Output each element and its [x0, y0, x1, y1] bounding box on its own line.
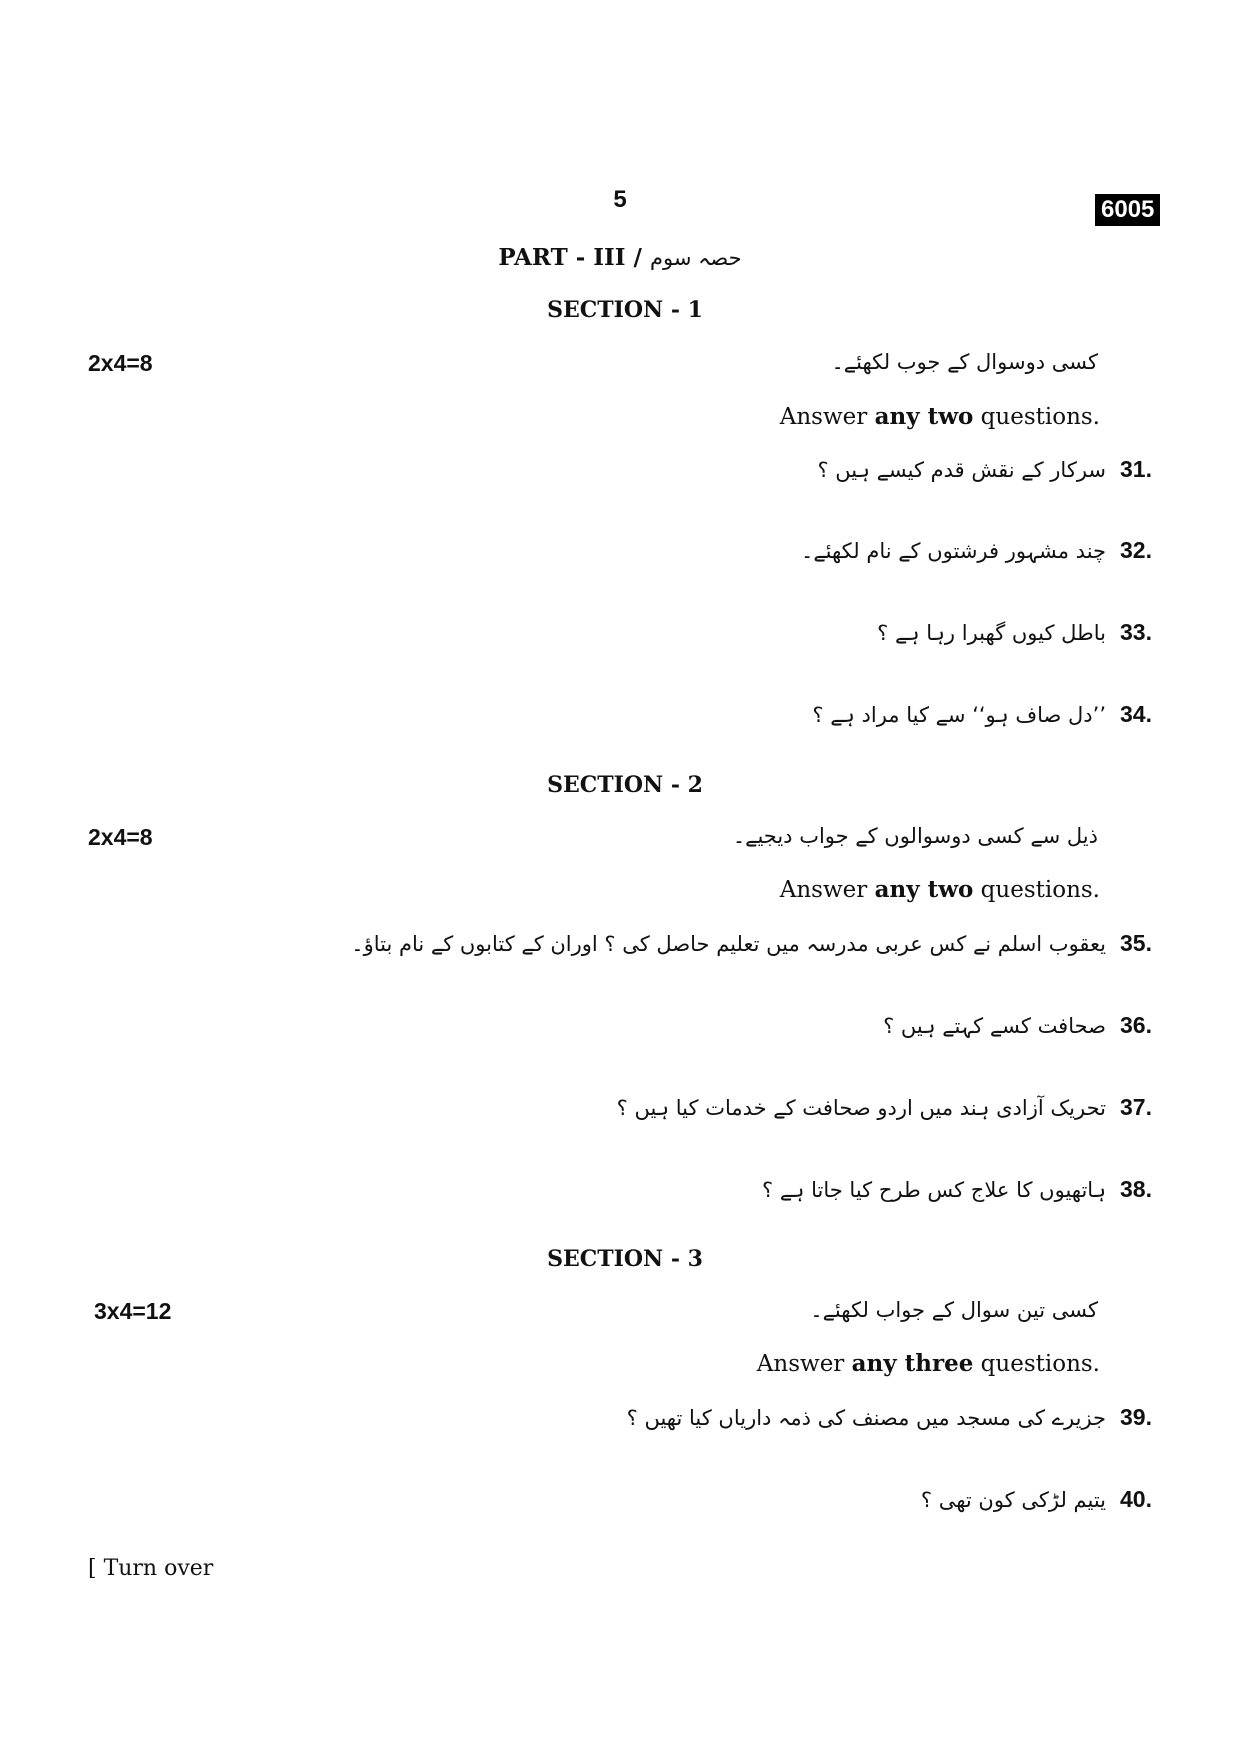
- paper-code-badge: 6005: [1095, 194, 1160, 226]
- section-3-marks: 3x4=12: [94, 1298, 172, 1324]
- question-36: 36.صحافت کسے کہتے ہیں ؟: [883, 1012, 1152, 1038]
- section-2-marks: 2x4=8: [88, 824, 153, 850]
- question-34: 34.’’دل صاف ہو‘‘ سے کیا مراد ہے ؟: [812, 701, 1152, 727]
- question-31: 31.سرکار کے نقش قدم کیسے ہیں ؟: [817, 456, 1152, 482]
- section-3-instruction-ur: کسی تین سوال کے جواب لکھئے۔: [810, 1298, 1098, 1322]
- turn-over-note: [ Turn over: [88, 1556, 214, 1581]
- question-32: 32.چند مشہور فرشتوں کے نام لکھئے۔: [801, 537, 1152, 563]
- section-2-title: SECTION - 2: [547, 772, 703, 798]
- question-33: 33.باطل کیوں گھبرا رہا ہے ؟: [877, 619, 1152, 645]
- question-39: 39.جزیرے کی مسجد میں مصنف کی ذمہ داریاں کیا تھیں ؟: [626, 1404, 1152, 1430]
- section-1-marks: 2x4=8: [88, 350, 153, 376]
- section-1-title: SECTION - 1: [547, 297, 703, 323]
- section-2-instruction-en: Answer any two questions.: [779, 876, 1100, 903]
- section-2-instruction-ur: ذیل سے کسی دوسوالوں کے جواب دیجیے۔: [732, 824, 1098, 848]
- section-1-instruction-en: Answer any two questions.: [779, 403, 1100, 430]
- section-3-instruction-en: Answer any three questions.: [756, 1350, 1100, 1377]
- page-number: 5: [613, 186, 627, 213]
- question-40: 40.یتیم لڑکی کون تھی ؟: [920, 1486, 1152, 1512]
- question-37: 37.تحریک آزادی ہند میں اردو صحافت کے خدمات کیا ہیں ؟: [616, 1094, 1152, 1120]
- part-title-ur: حصہ سوم: [649, 246, 742, 270]
- part-heading: [0, 244, 1240, 271]
- question-35: 35.یعقوب اسلم نے کس عربی مدرسہ میں تعلیم حاصل کی ؟ اوران کے کتابوں کے نام بتاؤ۔: [351, 930, 1152, 956]
- part-title-en: PART - III /: [498, 244, 642, 271]
- section-3-title: SECTION - 3: [547, 1246, 703, 1272]
- question-38: 38.ہاتھیوں کا علاج کس طرح کیا جاتا ہے ؟: [762, 1176, 1152, 1202]
- section-1-instruction-ur: کسی دوسوال کے جوب لکھئے۔: [831, 350, 1098, 374]
